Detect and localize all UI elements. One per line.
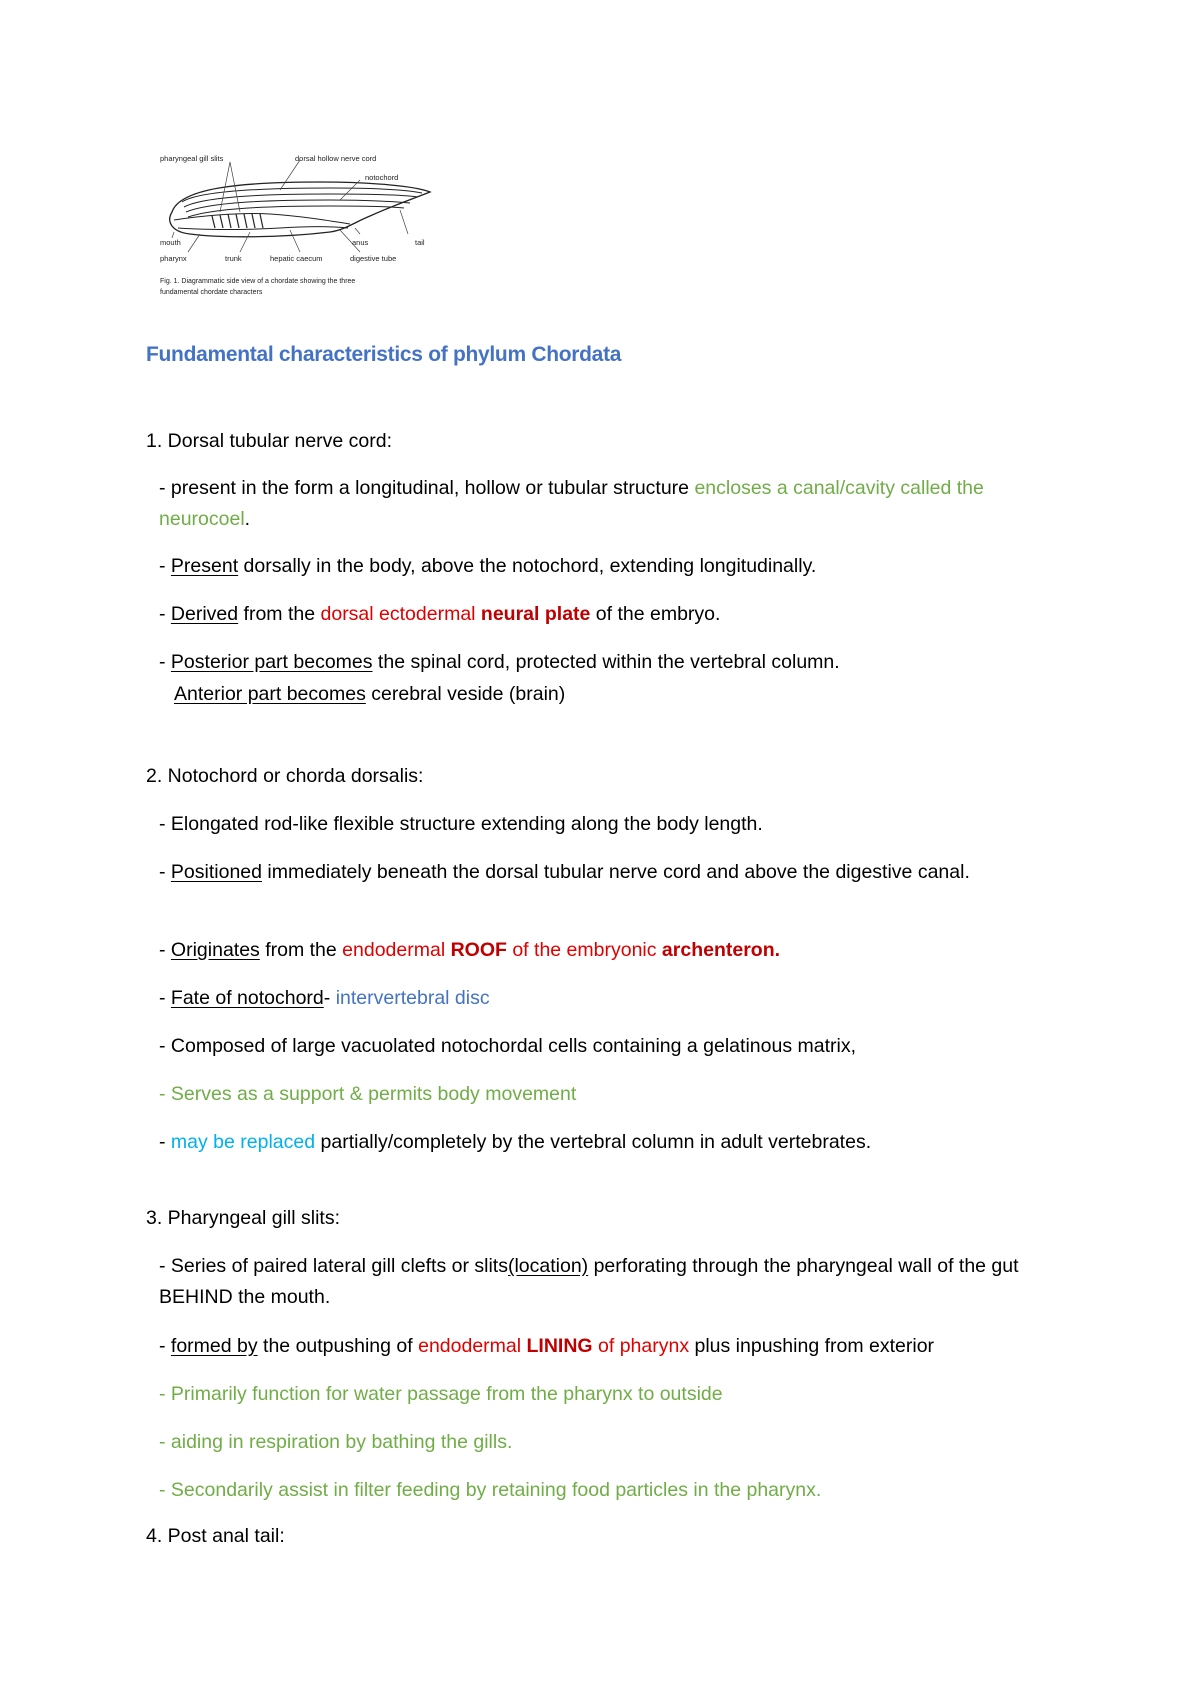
highlight-red: dorsal ectodermal bbox=[320, 603, 481, 625]
label-notochord: notochord bbox=[365, 173, 399, 182]
s3-point-1 bbox=[146, 1251, 1079, 1313]
highlight-red: of pharynx bbox=[592, 1335, 690, 1357]
text: of the embryo. bbox=[590, 603, 721, 625]
dash: - bbox=[159, 1131, 171, 1153]
s2-point-4 bbox=[146, 983, 1079, 1014]
text: immediately beneath the dorsal tubular nerve cord and above the digestive canal. bbox=[262, 861, 970, 883]
text: from the bbox=[238, 603, 321, 625]
underlined-term: Posterior part becomes bbox=[170, 651, 373, 673]
text: - bbox=[323, 987, 336, 1009]
underlined-term: Fate of notochord bbox=[170, 987, 324, 1009]
section-3-heading: 3. Pharyngeal gill slits: bbox=[146, 1207, 341, 1229]
label-pharyngeal-gill-slits: pharyngeal gill slits bbox=[160, 154, 224, 163]
highlight-cyan: may be replaced bbox=[170, 1131, 316, 1153]
highlight-red: of the embryonic bbox=[506, 939, 662, 961]
s2-point-3 bbox=[146, 935, 1079, 966]
text: dorsally in the body, above the notochord, extending longitudinally. bbox=[238, 555, 817, 577]
text: . bbox=[774, 939, 781, 961]
s2-point-5: - Composed of large vacuolated notochordal cells containing a gelatinous matrix, bbox=[159, 1035, 856, 1057]
underlined-term: formed by bbox=[170, 1335, 258, 1357]
dash: - bbox=[159, 987, 171, 1009]
highlight-blue: intervertebral disc bbox=[335, 987, 490, 1009]
text: cerebral veside (brain) bbox=[365, 683, 566, 705]
dash: - bbox=[159, 651, 171, 673]
underlined-term: Positioned bbox=[170, 861, 262, 883]
s2-point-7 bbox=[146, 1127, 1079, 1158]
text: perforating through the pharyngeal wall of the gut BEHIND the mouth. bbox=[159, 1255, 1019, 1308]
label-mouth: mouth bbox=[160, 238, 181, 247]
figure-caption-line2: fundamental chordate characters bbox=[160, 289, 263, 296]
chordate-diagram-svg bbox=[160, 150, 445, 322]
text: - present in the form a longitudinal, hollow or tubular structure bbox=[159, 477, 695, 499]
s2-point-1: - Elongated rod-like flexible structure extending along the body length. bbox=[159, 813, 763, 835]
section-4-heading: 4. Post anal tail: bbox=[146, 1525, 285, 1547]
s3-point-5: - Secondarily assist in filter feeding by retaining food particles in the pharynx. bbox=[159, 1479, 822, 1501]
s3-point-3: - Primarily function for water passage from the pharynx to outside bbox=[159, 1383, 723, 1405]
s1-point-3 bbox=[146, 599, 1079, 630]
s1-point-4 bbox=[146, 647, 1079, 678]
s2-point-2 bbox=[146, 857, 1079, 888]
label-tail: tail bbox=[415, 238, 425, 247]
text: plus inpushing from exterior bbox=[689, 1335, 935, 1357]
dash: - bbox=[159, 1335, 171, 1357]
underlined-term: Present bbox=[170, 555, 239, 577]
text: the outpushing of bbox=[257, 1335, 419, 1357]
highlight-red-bold: archenteron bbox=[661, 939, 775, 961]
highlight-red: endodermal bbox=[418, 1335, 527, 1357]
s1-point-1 bbox=[146, 473, 1079, 535]
figure-caption-line1: Fig. 1. Diagrammatic side view of a chordate showing the three bbox=[160, 278, 356, 285]
text: . bbox=[244, 508, 251, 530]
highlight-red-bold: neural plate bbox=[480, 603, 591, 625]
text: - Series of paired lateral gill clefts or slits bbox=[159, 1255, 508, 1277]
s3-point-2 bbox=[146, 1331, 1079, 1362]
label-nerve-cord: dorsal hollow nerve cord bbox=[295, 154, 377, 163]
underlined-term: Derived bbox=[170, 603, 239, 625]
label-pharynx: pharynx bbox=[160, 254, 187, 263]
underlined-term: (location) bbox=[507, 1255, 589, 1277]
highlight-red: endodermal bbox=[342, 939, 451, 961]
dash: - bbox=[159, 603, 171, 625]
text: the spinal cord, protected within the vertebral column. bbox=[372, 651, 840, 673]
dash: - bbox=[159, 939, 171, 961]
chordate-diagram bbox=[160, 150, 445, 322]
label-anus: anus bbox=[352, 238, 369, 247]
dash: - bbox=[159, 861, 171, 883]
underlined-term: Anterior part becomes bbox=[174, 683, 366, 705]
text: partially/completely by the vertebral column in adult vertebrates. bbox=[315, 1131, 872, 1153]
page-title: Fundamental characteristics of phylum Chordata bbox=[146, 343, 622, 366]
highlight-red-bold: ROOF bbox=[450, 939, 507, 961]
underlined-term: Originates bbox=[170, 939, 260, 961]
section-1-heading: 1. Dorsal tubular nerve cord: bbox=[146, 430, 393, 452]
s1-point-2 bbox=[146, 551, 1079, 582]
s1-point-5 bbox=[146, 679, 1094, 710]
label-digestive-tube: digestive tube bbox=[350, 254, 397, 263]
highlight-green: encloses a canal/cavity called the neurocoel bbox=[159, 477, 984, 530]
label-hepatic-caecum: hepatic caecum bbox=[270, 254, 323, 263]
s3-point-4: - aiding in respiration by bathing the gills. bbox=[159, 1431, 513, 1453]
text: from the bbox=[259, 939, 343, 961]
dash: - bbox=[159, 555, 171, 577]
s2-point-6: - Serves as a support & permits body movement bbox=[159, 1083, 577, 1105]
highlight-red-bold: LINING bbox=[526, 1335, 593, 1357]
section-2-heading: 2. Notochord or chorda dorsalis: bbox=[146, 765, 424, 787]
label-trunk: trunk bbox=[225, 254, 242, 263]
